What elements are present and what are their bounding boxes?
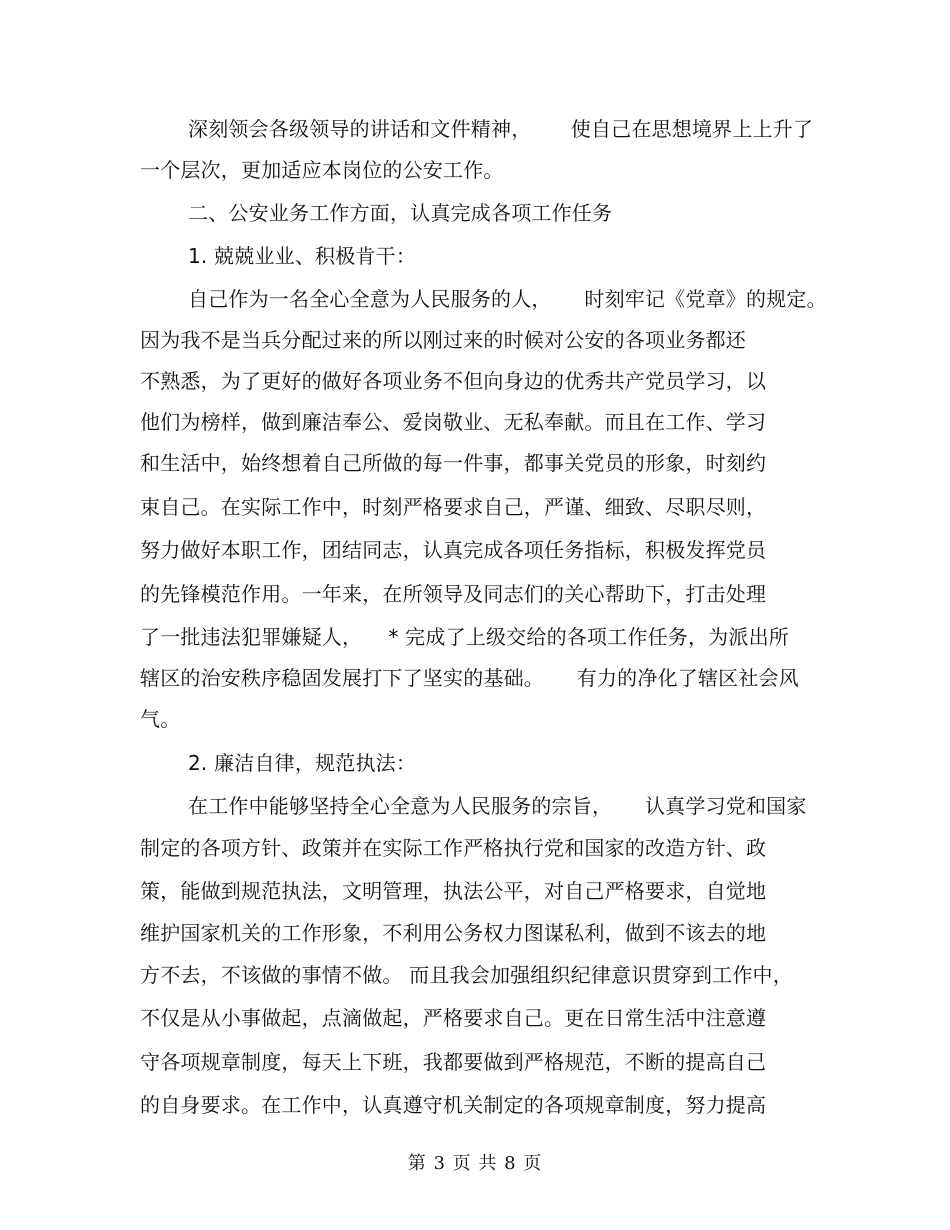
body-text-line: 和生活中，始终想着自己所做的每一件事，都事关党员的形象，时刻约 xyxy=(140,451,767,475)
body-text-line: 他们为榜样，做到廉洁奉公、爱岗敬业、无私奉献。而且在工作、学习 xyxy=(140,410,767,434)
body-text-line: 自己作为一名全心全意为人民服务的人， 时刻牢记《党章》的规定。 xyxy=(188,287,827,311)
section-heading: 二、公安业务工作方面，认真完成各项工作任务 xyxy=(188,201,613,225)
body-text-line: 守各项规章制度，每天上下班，我都要做到严格规范，不断的提高自己 xyxy=(140,1050,767,1074)
body-text-line: 束自己。在实际工作中，时刻严格要求自己，严谨、细致、尽职尽则， xyxy=(140,495,767,519)
body-text-line: 努力做好本职工作，团结同志，认真完成各项任务指标，积极发挥党员 xyxy=(140,538,767,562)
body-text-line: 的先锋模范作用。一年来，在所领导及同志们的关心帮助下，打击处理 xyxy=(140,582,767,606)
body-text-line: 气。 xyxy=(140,707,181,731)
body-text-line: 不熟悉，为了更好的做好各项业务不但向身边的优秀共产党员学习，以 xyxy=(140,369,767,393)
body-text-line: 深刻领会各级领导的讲话和文件精神， 使自己在思想境界上上升了 xyxy=(188,117,814,141)
body-text-line: 不仅是从小事做起，点滴做起，严格要求自己。更在日常生活中注意遵 xyxy=(140,1006,767,1030)
subsection-heading: 2. 廉洁自律，规范执法： xyxy=(188,751,417,775)
body-text-line: 方不去，不该做的事情不做。 而且我会加强组织纪律意识贯穿到工作中， xyxy=(140,963,793,987)
body-text-line: 策，能做到规范执法，文明管理，执法公平，对自己严格要求，自觉地 xyxy=(140,879,767,903)
body-text-line: 制定的各项方针、政策并在实际工作严格执行党和国家的改造方针、政 xyxy=(140,836,767,860)
page-number-footer: 第 3 页 共 8 页 xyxy=(407,1153,543,1174)
body-text-line: 一个层次，更加适应本岗位的公安工作。 xyxy=(140,158,504,182)
body-text-line: 了一批违法犯罪嫌疑人， * 完成了上级交给的各项工作任务，为派出所 xyxy=(140,625,789,649)
body-text-line: 因为我不是当兵分配过来的所以刚过来的时候对公安的各项业务都还 xyxy=(140,328,746,352)
subsection-heading: 1. 兢兢业业、积极肯干： xyxy=(188,244,417,268)
body-text-line: 维护国家机关的工作形象，不利用公务权力图谋私利，做到不该去的地 xyxy=(140,921,767,945)
body-text-line: 辖区的治安秩序稳固发展打下了坚实的基础。 有力的净化了辖区社会风 xyxy=(140,666,799,690)
body-text-line: 在工作中能够坚持全心全意为人民服务的宗旨， 认真学习党和国家 xyxy=(188,794,807,818)
body-text-line: 的自身要求。在工作中，认真遵守机关制定的各项规章制度，努力提高 xyxy=(140,1093,767,1117)
